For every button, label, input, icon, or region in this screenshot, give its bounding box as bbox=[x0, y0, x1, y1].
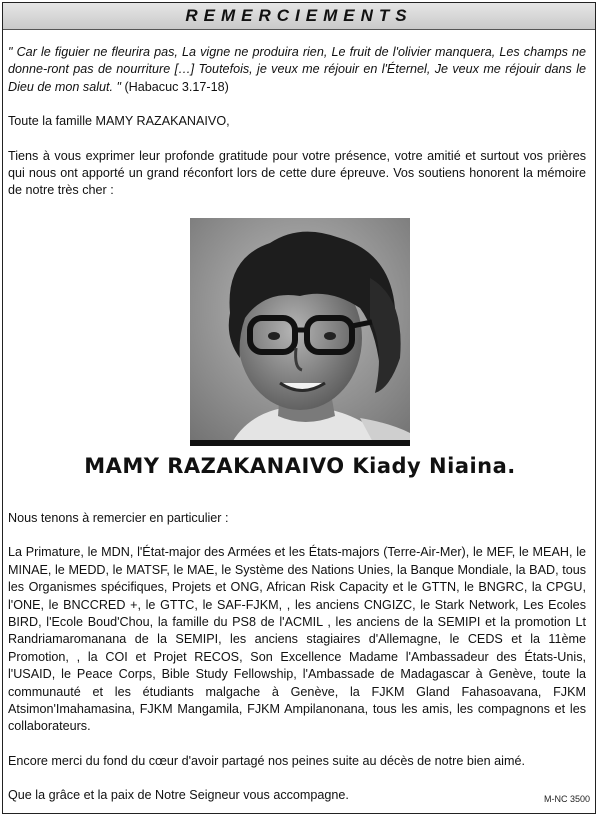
family-addressee: Toute la famille MAMY RAZAKANAIVO, bbox=[8, 114, 230, 129]
header-banner bbox=[3, 3, 595, 30]
bible-quote bbox=[8, 44, 586, 96]
banner-title: REMERCIEMENTS bbox=[185, 6, 413, 25]
upper-text-block bbox=[8, 44, 586, 200]
portrait-image bbox=[190, 218, 410, 446]
reference-code: M-NC 3500 bbox=[543, 794, 590, 804]
thanks-list-paragraph: La Primature, le MDN, l'État-major des Armées et les États-majors (Terre-Air-Mer), le MEF, le MEAH, le MINAE, le MEDD, le MATSF, le MAE, le Système des Nations Unies, la Banque Mondiale, la BAD, tous les Organismes spécifiques, Projets et ONG, African Risk Capacity et le GTTN, le BNGRC, la CPGU, l'ONE, le BNCCRED +, le GTTC, le SAF-FJKM, , les anciens CNGIZC, le Stark Network, Les Ecoles BIRD, l'Ecole Boud'Chou, la famille du PS8 de l'ACMIL , les anciens de la SEMIPI et la promotion Lt Randriamaromanana de la SEMIPI, les anciens stagiaires d'Allemagne, le CEDS et la 11ème Promotion, , la COI et Projet RECOS, Son Excellence Madame l'Ambassadeur des États-Unis, l'USAID, le Peace Corps, Bible Study Fellowship, l'Ambassade de Madagascar à Genève, toute la communauté et les étudiants malgache à Genève, la FJKM Gland Fahasoavana, FJKM Atsimon'Imahamasina, FJKM Mangamila, FJKM Ampilanonana, tous les amis, les compagnons et les collaborateurs. bbox=[8, 545, 586, 734]
blessing-line: Que la grâce et la paix de Notre Seigneur vous accompagne. bbox=[8, 788, 349, 803]
closing-thanks: Encore merci du fond du cœur d'avoir partagé nos peines suite au décès de notre bien aimé. bbox=[8, 753, 525, 768]
portrait-photo bbox=[190, 218, 410, 446]
quote-reference: (Habacuc 3.17-18) bbox=[124, 79, 229, 94]
quote-text: " Car le figuier ne fleurira pas, La vigne ne produira rien, Le fruit de l'olivier manquera, Les champs ne donne-ront pas de nourriture […] Toutefois, je veux me réjouir en l'Éternel, Je veux me réjouir dans le Dieu de mon salut. " bbox=[8, 45, 586, 94]
lower-text-block bbox=[8, 510, 586, 805]
particular-heading: Nous tenons à remercier en particulier : bbox=[8, 511, 229, 525]
intro-paragraph: Tiens à vous exprimer leur profonde gratitude pour votre présence, votre amitié et surtout vos prières qui nous ont apporté un grand réconfort lors de cette dure épreuve. Vos soutiens honorent la mémoire de notre très cher : bbox=[8, 148, 586, 198]
deceased-name: MAMY RAZAKANAIVO Kiady Niaina. bbox=[84, 454, 516, 478]
